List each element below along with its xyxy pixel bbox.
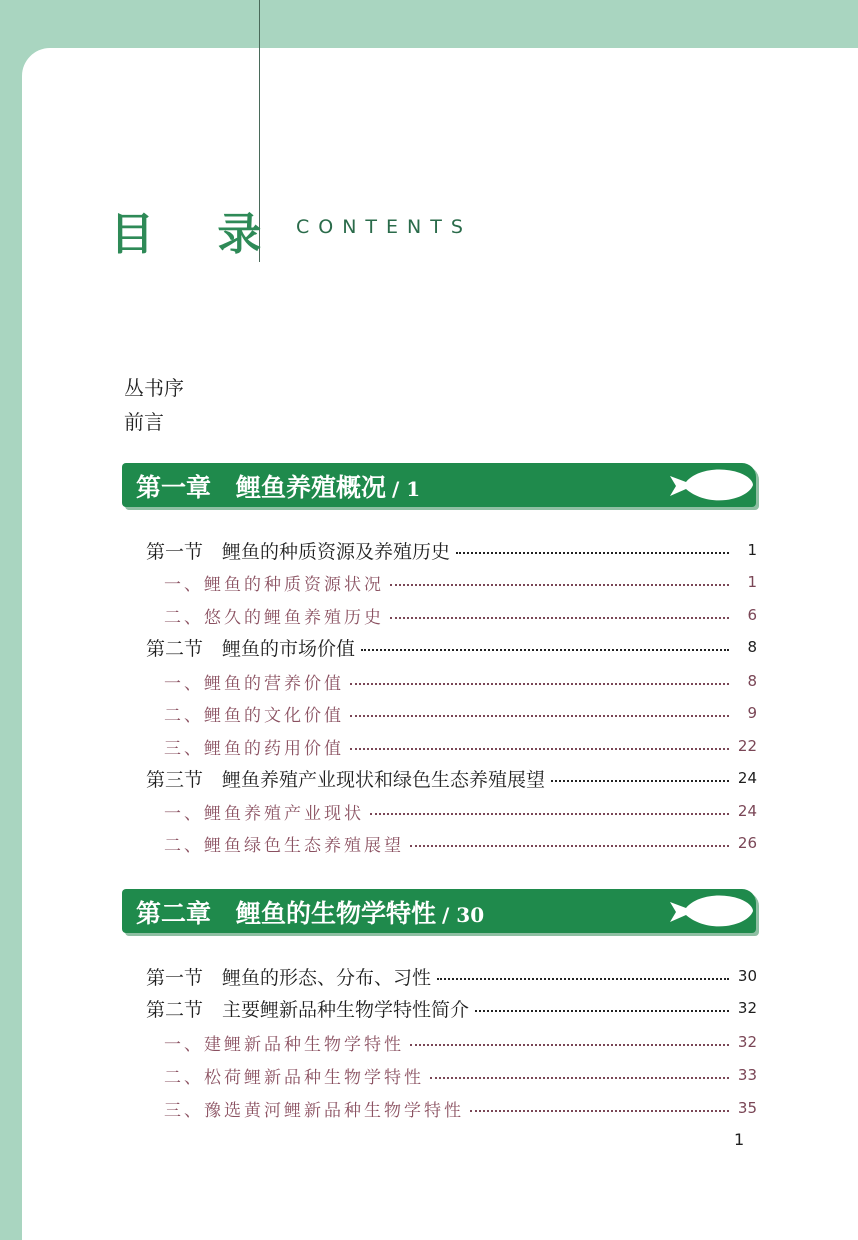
leader-dots [456, 552, 729, 554]
toc-entry-page: 22 [737, 737, 757, 755]
leader-dots [410, 1044, 729, 1046]
toc-entry-section[interactable] [146, 537, 757, 563]
leader-dots [350, 715, 729, 717]
toc-entry-label: 一、建鲤新品种生物学特性 [164, 1034, 404, 1055]
toc-entry-subsection[interactable] [164, 602, 757, 628]
toc-entry-label: 第二节 主要鲤新品种生物学特性简介 [146, 998, 470, 1021]
toc-entry-subsection[interactable] [164, 1062, 757, 1088]
toc-entry-page: 33 [737, 1066, 757, 1084]
fish-icon [656, 463, 756, 507]
toc-entry-label: 一、鲤鱼的营养价值 [164, 673, 344, 694]
toc-entry-page: 32 [737, 1033, 757, 1051]
toc-entry-section[interactable] [146, 634, 757, 660]
chapter-heading[interactable] [122, 463, 756, 507]
toc-entry-section[interactable] [146, 765, 757, 791]
chapter-title [136, 894, 484, 930]
toc-entry-page: 24 [737, 802, 757, 820]
toc-entry-label: 一、鲤鱼的种质资源状况 [164, 574, 384, 595]
toc-entry-page: 35 [737, 1099, 757, 1117]
leader-dots [350, 748, 729, 750]
leader-dots [390, 584, 729, 586]
leader-dots [390, 617, 729, 619]
toc-entry-section[interactable] [146, 995, 757, 1021]
leader-dots [475, 1010, 729, 1012]
toc-entry-subsection[interactable] [164, 1029, 757, 1055]
toc-entry-label: 二、鲤鱼的文化价值 [164, 705, 344, 726]
toc-entry-label: 第三节 鲤鱼养殖产业现状和绿色生态养殖展望 [146, 768, 546, 791]
toc-entry-subsection[interactable] [164, 733, 757, 759]
toc-entry-label: 三、豫选黄河鲤新品种生物学特性 [164, 1100, 464, 1121]
toc-entry-subsection[interactable] [164, 700, 757, 726]
toc-entry-label: 第一节 鲤鱼的种质资源及养殖历史 [146, 540, 451, 563]
toc-entry-page: 6 [747, 606, 757, 624]
toc-entry-page: 8 [747, 672, 757, 690]
leader-dots [410, 845, 729, 847]
chapter-page: / 30 [442, 903, 485, 927]
toc-entry-subsection[interactable] [164, 798, 757, 824]
toc-entry-section[interactable] [146, 963, 757, 989]
toc-entry-label: 第一节 鲤鱼的形态、分布、习性 [146, 966, 432, 989]
leader-dots [430, 1077, 729, 1079]
toc-entry-page: 26 [737, 834, 757, 852]
toc-entry-label: 第二节 鲤鱼的市场价值 [146, 637, 356, 660]
chapter-heading[interactable] [122, 889, 756, 933]
toc-entry-label: 二、悠久的鲤鱼养殖历史 [164, 607, 384, 628]
chapter-title-text: 第一章 鲤鱼养殖概况 [136, 473, 387, 502]
front-matter-series-preface[interactable]: 丛书序 [124, 376, 184, 400]
fish-icon [656, 889, 756, 933]
leader-dots [370, 813, 729, 815]
toc-entry-label: 一、鲤鱼养殖产业现状 [164, 803, 364, 824]
contents-title-en: CONTENTS [296, 216, 472, 238]
toc-entry-subsection[interactable] [164, 668, 757, 694]
leader-dots [437, 978, 729, 980]
toc-entry-page: 1 [747, 573, 757, 591]
toc-entry-page: 1 [747, 541, 757, 559]
toc-entry-page: 24 [737, 769, 757, 787]
toc-entry-page: 9 [747, 704, 757, 722]
chapter-title [136, 468, 420, 504]
toc-entry-subsection[interactable] [164, 569, 757, 595]
toc-entry-label: 三、鲤鱼的药用价值 [164, 738, 344, 759]
front-matter-foreword[interactable]: 前言 [124, 410, 164, 434]
leader-dots [350, 683, 729, 685]
chapter-title-text: 第二章 鲤鱼的生物学特性 [136, 899, 437, 928]
toc-entry-page: 30 [737, 967, 757, 985]
leader-dots [551, 780, 729, 782]
page-number: 1 [734, 1130, 745, 1149]
toc-entry-page: 8 [747, 638, 757, 656]
leader-dots [470, 1110, 729, 1112]
toc-entry-label: 二、松荷鲤新品种生物学特性 [164, 1067, 424, 1088]
toc-entry-subsection[interactable] [164, 1095, 757, 1121]
toc-entry-label: 二、鲤鱼绿色生态养殖展望 [164, 835, 404, 856]
toc-entry-subsection[interactable] [164, 830, 757, 856]
toc-entry-page: 32 [737, 999, 757, 1017]
contents-title-cn: 目 录 [110, 209, 286, 260]
leader-dots [361, 649, 729, 651]
chapter-page: / 1 [392, 477, 421, 501]
